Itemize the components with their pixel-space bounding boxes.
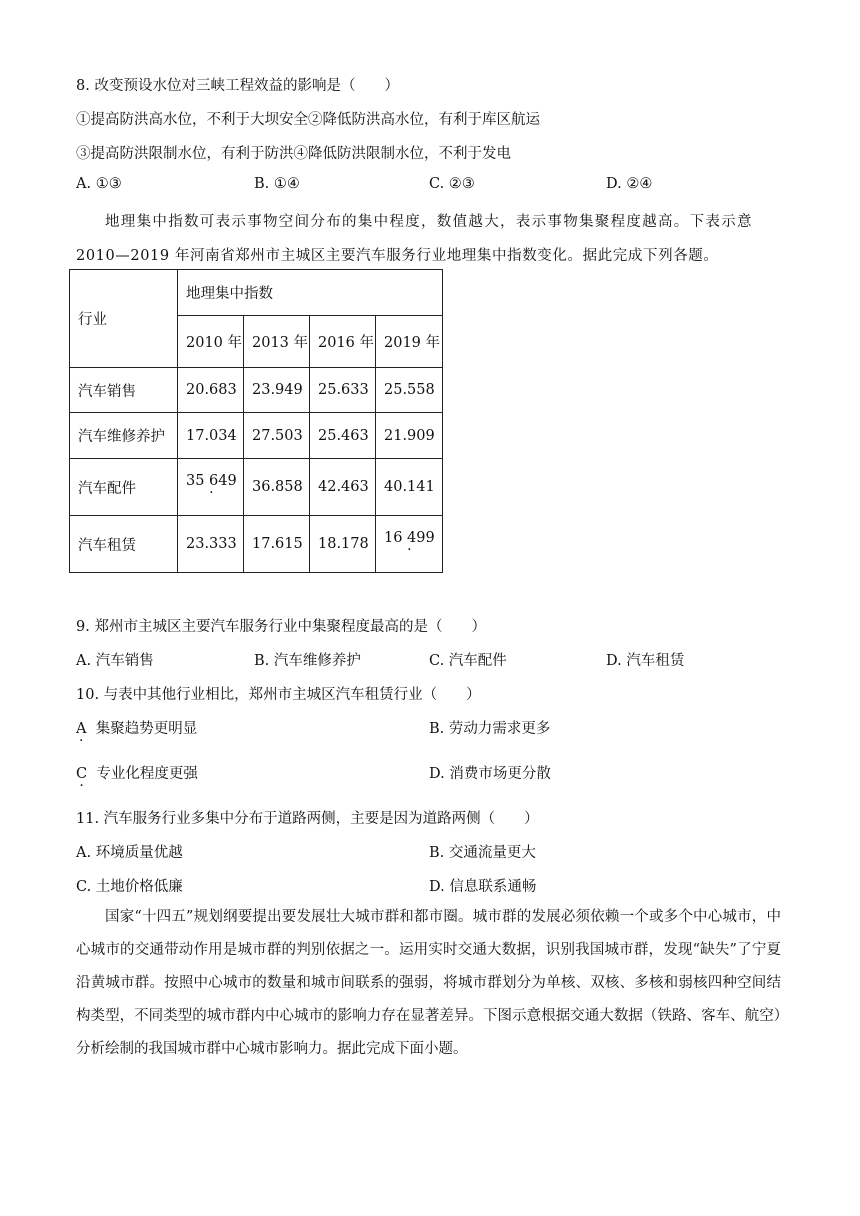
table-row bbox=[70, 516, 443, 573]
table-cell: 42.463 bbox=[310, 459, 376, 516]
table-cell: 27.503 bbox=[244, 413, 310, 459]
q11-option-d: D. 信息联系通畅 bbox=[429, 879, 537, 895]
intro2-paragraph bbox=[76, 901, 781, 1066]
header-year: 2010 年 bbox=[178, 316, 244, 368]
q8-option-a: A. ①③ bbox=[76, 176, 122, 192]
table-cell: 35 649 · bbox=[186, 473, 237, 489]
header-year: 2013 年 bbox=[244, 316, 310, 368]
q8-statement-b: ③提高防洪限制水位，有利于防洪④降低防洪限制水位，不利于发电 bbox=[76, 146, 511, 162]
intro1-line1: 地理集中指数可表示事物空间分布的集中程度，数值越大，表示事物集聚程度越高。下表示意 bbox=[105, 214, 753, 230]
q9-option-b: B. 汽车维修养护 bbox=[254, 653, 361, 669]
table-cell: 36.858 bbox=[244, 459, 310, 516]
table-cell: 21.909 bbox=[376, 413, 443, 459]
table-cell: 20.683 bbox=[178, 368, 244, 413]
table-cell: 25.463 bbox=[310, 413, 376, 459]
row-label: 汽车销售 bbox=[70, 368, 178, 413]
q8-option-b: B. ①④ bbox=[254, 176, 300, 192]
q10-option-a bbox=[76, 717, 197, 738]
q10-option-c-letter: C · bbox=[76, 766, 87, 782]
table-cell: 17.615 bbox=[244, 516, 310, 573]
q10-option-c bbox=[76, 762, 198, 783]
q9-option-d: D. 汽车租赁 bbox=[606, 653, 685, 669]
table-cell: 23.333 bbox=[178, 516, 244, 573]
table-cell: 18.178 bbox=[310, 516, 376, 573]
q9-option-c: C. 汽车配件 bbox=[429, 653, 507, 669]
header-index: 地理集中指数 bbox=[178, 270, 443, 316]
q9-option-a: A. 汽车销售 bbox=[76, 653, 154, 669]
table-row bbox=[70, 459, 443, 516]
q10-option-c-text: 专业化程度更强 bbox=[96, 766, 198, 782]
q10-option-b: B. 劳动力需求更多 bbox=[429, 721, 551, 737]
header-year: 2016 年 bbox=[310, 316, 376, 368]
table-row bbox=[70, 368, 443, 413]
q10-option-a-letter: A · bbox=[76, 721, 86, 737]
q10-option-d: D. 消费市场更分散 bbox=[429, 766, 551, 782]
q11-stem: 11. 汽车服务行业多集中分布于道路两侧，主要是因为道路两侧（ ） bbox=[76, 811, 539, 827]
table-cell: 23.949 bbox=[244, 368, 310, 413]
row-label: 汽车配件 bbox=[70, 459, 178, 516]
q8-option-d: D. ②④ bbox=[606, 176, 653, 192]
q10-option-a-text: 集聚趋势更明显 bbox=[95, 721, 198, 737]
intro2-text: 国家“十四五”规划纲要提出要发展壮大城市群和都市圈。城市群的发展必须依赖一个或多个中心城市，中心城市的交通带动作用是城市群的判别依据之一。运用实时交通大数据，识别我国城市群，发现“缺失”了宁夏沿黄城市群。按照中心城市的数量和城市间联系的强弱，将城市群划分为单核、双核、多核和弱核四种空间结构类型，不同类型的城市群内中心城市的影响力存在显著差异。下图示意根据交通大数据（铁路、客车、航空）分析绘制的我国城市群中心城市影响力。据此完成下面小题。 bbox=[76, 909, 781, 1057]
table-cell: 40.141 bbox=[376, 459, 443, 516]
table-cell: 25.633 bbox=[310, 368, 376, 413]
row-label: 汽车租赁 bbox=[70, 516, 178, 573]
header-industry: 行业 bbox=[70, 270, 178, 368]
row-label: 汽车维修养护 bbox=[70, 413, 178, 459]
q8-stem: 8. 改变预设水位对三峡工程效益的影响是（ ） bbox=[76, 78, 399, 94]
q8-option-c: C. ②③ bbox=[429, 176, 475, 192]
intro1-line2: 2010—2019 年河南省郑州市主城区主要汽车服务行业地理集中指数变化。据此完成下列各题。 bbox=[76, 248, 719, 264]
q11-option-b: B. 交通流量更大 bbox=[429, 845, 536, 861]
table-row bbox=[70, 413, 443, 459]
q9-stem: 9. 郑州市主城区主要汽车服务行业中集聚程度最高的是（ ） bbox=[76, 619, 486, 635]
table-cell: 16 499 · bbox=[384, 530, 435, 546]
table-cell: 17.034 bbox=[178, 413, 244, 459]
table-cell: 25.558 bbox=[376, 368, 443, 413]
q8-statement-a: ①提高防洪高水位，不利于大坝安全②降低防洪高水位，有利于库区航运 bbox=[76, 112, 540, 128]
header-year: 2019 年 bbox=[376, 316, 443, 368]
q11-option-c: C. 土地价格低廉 bbox=[76, 879, 183, 895]
q11-option-a: A. 环境质量优越 bbox=[76, 845, 183, 861]
index-table bbox=[69, 269, 443, 573]
q10-stem: 10. 与表中其他行业相比，郑州市主城区汽车租赁行业（ ） bbox=[76, 687, 481, 703]
